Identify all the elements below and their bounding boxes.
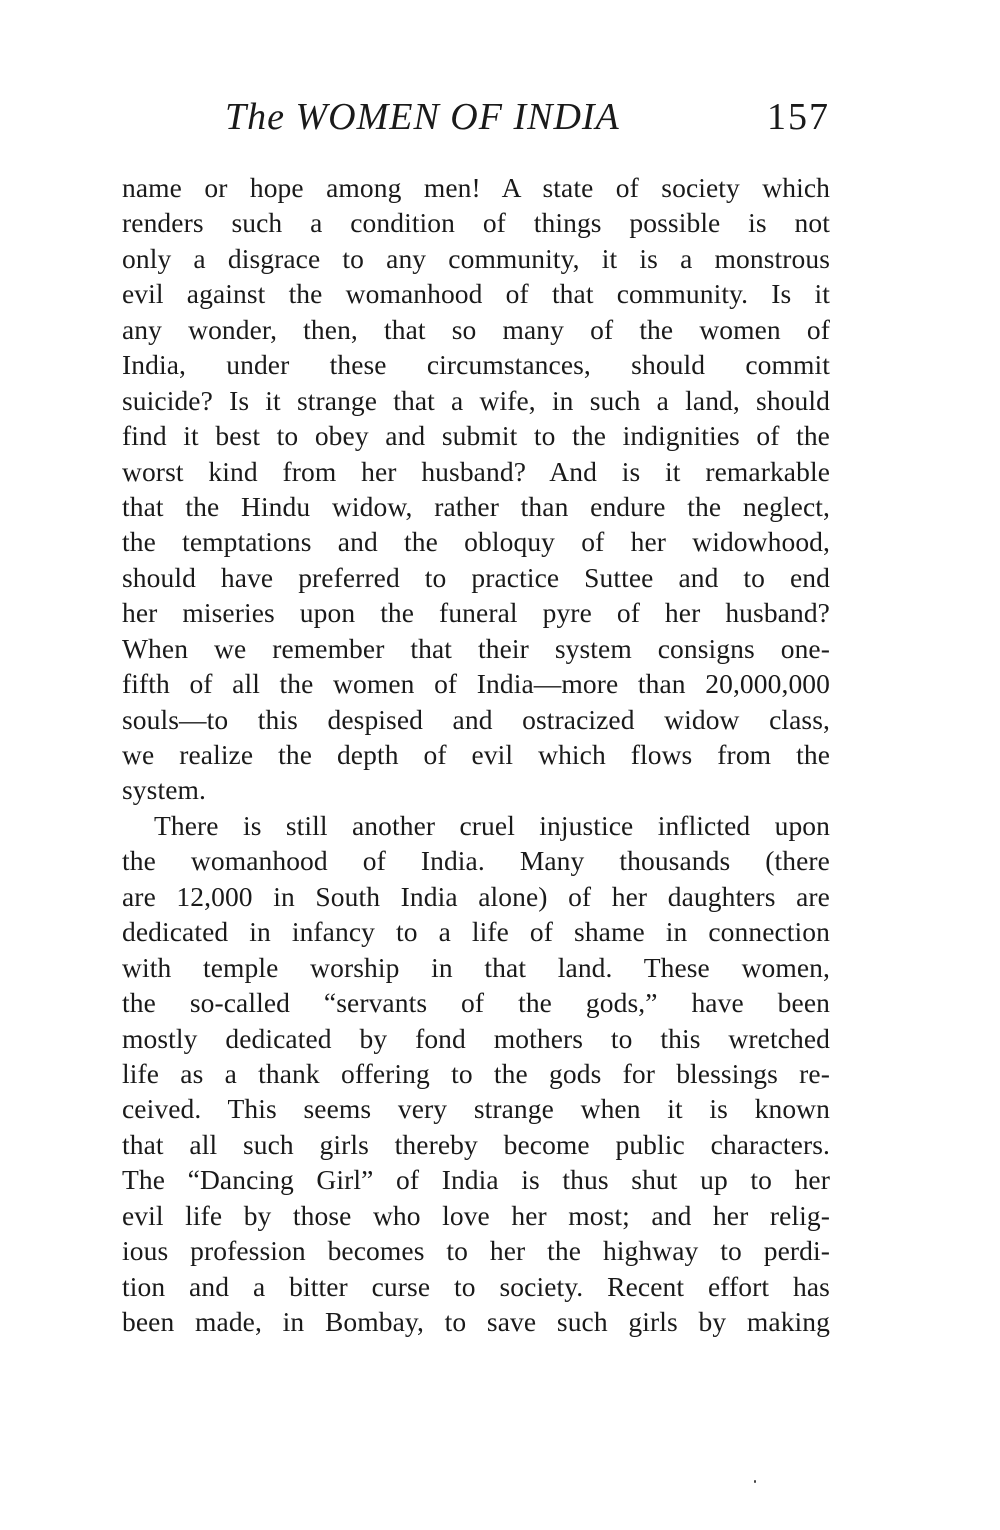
text-line: mostly dedicated by fond mothers to this wretched	[122, 1022, 830, 1054]
text-line: evil life by those who love her most; and her relig-	[122, 1199, 830, 1231]
text-line: been made, in Bombay, to save such girls by making	[122, 1306, 830, 1337]
text-line: ceived. This seems very strange when it is known	[122, 1093, 830, 1125]
text-line: worst kind from her husband? And is it remarkable	[122, 455, 830, 487]
text-line: The “Dancing Girl” of India is thus shut up to her	[122, 1164, 830, 1196]
text-line: the so-called “servants of the gods,” have been	[122, 987, 830, 1019]
text-line: her miseries upon the funeral pyre of her husband?	[122, 597, 830, 629]
text-line: tion and a bitter curse to society. Recent effort has	[122, 1270, 830, 1302]
text-line: renders such a condition of things possible is not	[122, 207, 830, 239]
text-line: ious profession becomes to her the highway to perdi-	[122, 1235, 830, 1267]
text-line: name or hope among men! A state of society which	[122, 172, 830, 203]
text-line: system.	[122, 774, 206, 806]
text-line: with temple worship in that land. These women,	[122, 951, 830, 983]
text-line: should have preferred to practice Suttee and to end	[122, 561, 830, 593]
text-line: we realize the depth of evil which flows from the	[122, 739, 830, 770]
text-line: that the Hindu widow, rather than endure the neglect,	[122, 490, 830, 522]
paragraph-1	[122, 170, 830, 808]
text-line: There is still another cruel injustice inflicted upon	[154, 809, 830, 841]
text-line: the temptations and the obloquy of her widowhood,	[122, 526, 830, 558]
text-line: dedicated in infancy to a life of shame in connection	[122, 916, 830, 948]
text-line: find it best to obey and submit to the indignities of the	[122, 420, 830, 452]
text-line: life as a thank offering to the gods for blessings re-	[122, 1057, 830, 1089]
running-head-title: The WOMEN OF INDIA	[225, 96, 620, 138]
text-line: fifth of all the women of India—more than 20,000,000	[122, 668, 830, 700]
text-line: When we remember that their system consigns one-	[122, 632, 830, 664]
text-line: evil against the womanhood of that community. Is it	[122, 278, 830, 310]
text-line: suicide? Is it strange that a wife, in such a land, should	[122, 384, 830, 416]
text-line: are 12,000 in South India alone) of her daughters are	[122, 880, 830, 912]
body-text	[122, 170, 830, 1339]
text-line: that all such girls thereby become public characters.	[122, 1128, 830, 1160]
paragraph-2	[122, 808, 830, 1340]
text-line: the womanhood of India. Many thousands (there	[122, 845, 830, 877]
text-line: souls—to this despised and ostracized widow class,	[122, 703, 830, 735]
ink-speck	[754, 1480, 756, 1483]
running-head	[225, 92, 830, 142]
page-number: 157	[767, 96, 830, 138]
text-line: any wonder, then, that so many of the women of	[122, 313, 830, 345]
text-line: only a disgrace to any community, it is a monstrous	[122, 242, 830, 274]
text-line: India, under these circumstances, should commit	[122, 349, 830, 381]
